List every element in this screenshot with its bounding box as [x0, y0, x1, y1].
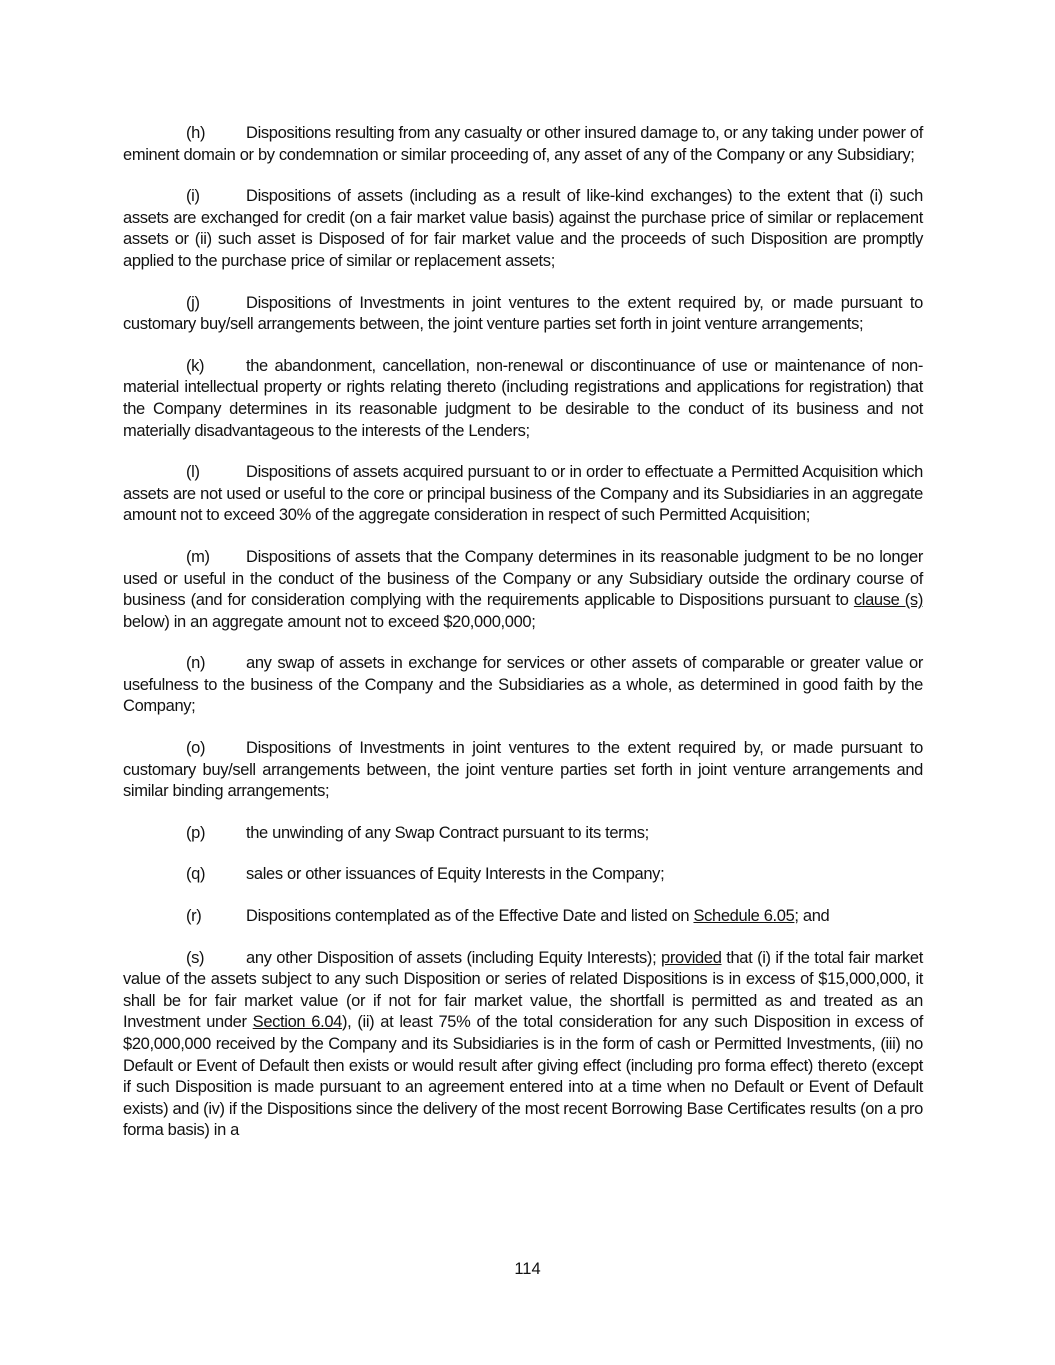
- cross-reference-link: Schedule 6.05: [693, 907, 795, 926]
- clause-s: [123, 948, 923, 1142]
- document-body: [123, 123, 923, 1142]
- clause-text: Dispositions resulting from any casualty or other insured damage to, or any taking under power of eminent domain or by condemnation or similar proceeding of, any asset of any of the Company or any Subsidiary;: [123, 124, 923, 164]
- clause-label: (i): [186, 187, 200, 206]
- clause-text: below) in an aggregate amount not to exceed $20,000,000;: [123, 612, 536, 631]
- clause-label: (j): [186, 293, 200, 312]
- clause-label: (m): [186, 547, 210, 566]
- clause-label: (s): [186, 948, 205, 967]
- clause-q: [123, 864, 923, 886]
- clause-text: ), (ii) at least 75% of the total consideration for any such Disposition in excess of $20,000,000 received by the Company and its Subsidiaries is in the form of cash or Permitted Investments, (iii) no Default or Event of Default then exists or would result after giving effect (including pro forma effect) thereto (except if such Disposition is made pursuant to an agreement entered into at a time when no Default or Event of Default exists) and (iv) if the Dispositions since the delivery of the most recent Borrowing Base Certificates results (on a pro forma basis) in a: [123, 1013, 923, 1140]
- clause-o: [123, 738, 923, 803]
- page-number: 114: [514, 1260, 541, 1278]
- clause-label: (r): [186, 907, 202, 926]
- clause-text: Dispositions contemplated as of the Effective Date and listed on: [246, 907, 694, 926]
- clause-label: (n): [186, 654, 206, 673]
- clause-r: [123, 906, 923, 928]
- clause-h: [123, 123, 923, 166]
- clause-text: Dispositions of Investments in joint ventures to the extent required by, or made pursuant to customary buy/sell arrangements between, the joint venture parties set forth in joint venture arrangements and similar binding arrangements;: [123, 739, 923, 801]
- clause-label: (h): [186, 124, 206, 142]
- clause-label: (o): [186, 739, 206, 758]
- clause-k: [123, 356, 923, 442]
- clause-text: any other Disposition of assets (including Equity Interests);: [246, 948, 662, 967]
- clause-label: (p): [186, 823, 206, 842]
- clause-text: sales or other issuances of Equity Interests in the Company;: [246, 865, 665, 884]
- clause-l: [123, 462, 923, 527]
- clause-text: Dispositions of assets that the Company determines in its reasonable judgment to be no longer used or useful in the conduct of the business of the Company or any Subsidiary outside the ordinary course of business (and for consideration complying with the requirements applicable to Dispositions pursuant to: [123, 547, 923, 610]
- cross-reference-link: Section 6.04: [252, 1013, 342, 1032]
- clause-text: Dispositions of assets acquired pursuant to or in order to effectuate a Permitted Acquisition which assets are not used or useful to the core or principal business of the Company and its Subsidiaries in an aggregate amount not to exceed 30% of the aggregate consideration in respect of such Permitted Acquisition;: [123, 463, 923, 525]
- clause-text: Dispositions of assets (including as a result of like-kind exchanges) to the extent that (i) such assets are exchanged for credit (on a fair market value basis) against the purchase price of similar or replacement assets or (ii) such asset is Disposed of for fair market value and the proceeds of such Disposition are promptly applied to the purchase price of similar or replacement assets;: [123, 187, 923, 270]
- clause-m: [123, 547, 923, 633]
- clause-text: that (i) if the total fair market value of the assets subject to any such Disposition or series of related Dispositions is in excess of $15,000,000, it shall be for fair market value (or if not for fair market value, the shortfall is permitted as and treated as an Investment under: [123, 948, 923, 1032]
- clause-text: Dispositions of Investments in joint ventures to the extent required by, or made pursuant to customary buy/sell arrangements between, the joint venture parties set forth in joint venture arrangements;: [123, 293, 923, 334]
- defined-term-provided: provided: [661, 948, 722, 967]
- clause-label: (k): [186, 356, 205, 375]
- clause-p: [123, 823, 923, 845]
- clause-n: [123, 653, 923, 718]
- clause-label: (l): [186, 463, 200, 482]
- clause-text: the abandonment, cancellation, non-renewal or discontinuance of use or maintenance of non-material intellectual property or rights relating thereto (including registrations and applications for registration) that the Company determines in its reasonable judgment to be desirable to the conduct of its business and not materially disadvantageous to the interests of the Lenders;: [123, 356, 923, 440]
- clause-text: any swap of assets in exchange for services or other assets of comparable or greater value or usefulness to the business of the Company and the Subsidiaries as a whole, as determined in good faith by the Company;: [123, 654, 923, 716]
- clause-label: (q): [186, 865, 206, 884]
- clause-text: ; and: [794, 907, 830, 926]
- clause-j: [123, 293, 923, 336]
- cross-reference-link: clause (s): [853, 591, 923, 610]
- clause-i: [123, 186, 923, 272]
- clause-text: the unwinding of any Swap Contract pursuant to its terms;: [246, 823, 649, 842]
